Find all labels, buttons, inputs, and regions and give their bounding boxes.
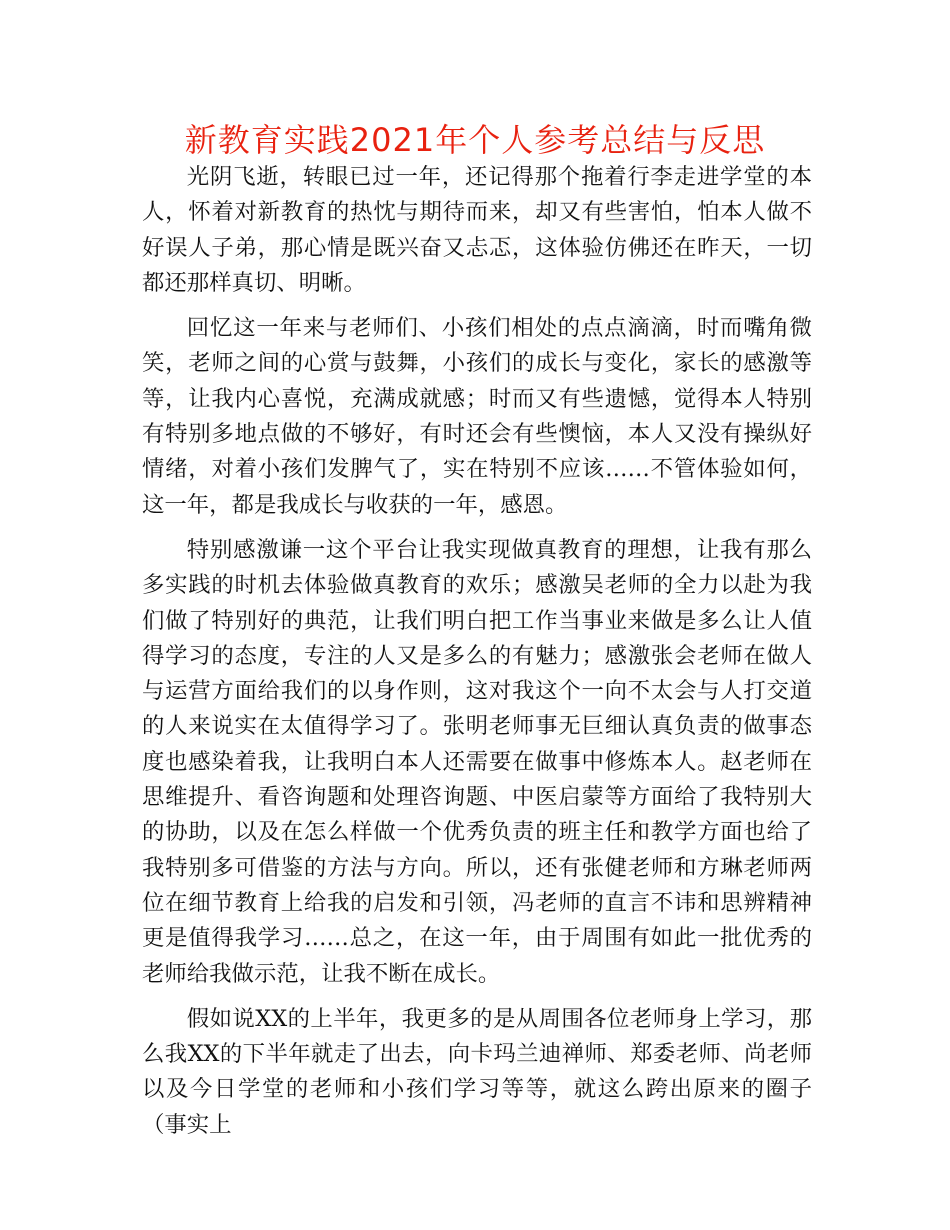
document-title: 新教育实践2021年个人参考总结与反思 [184,121,766,159]
paragraph-2: 回忆这一年来与老师们、小孩们相处的点点滴滴，时而嘴角微笑，老师之间的心赏与鼓舞，小孩们的成长与变化，家长的感激等等，让我内心喜悦，充满成就感；时而又有些遗憾，觉得本人特别有特别多地点做的不够好，有时还会有些懊恼，本人又没有操纵好情绪，对着小孩们发脾气了，实在特别不应该……不管体验如何，这一年，都是我成长与收获的一年，感恩。 [142,315,812,518]
document-body [142,160,812,1153]
paragraph-3: 特别感激谦一这个平台让我实现做真教育的理想，让我有那么多实践的时机去体验做真教育的欢乐；感激吴老师的全力以赴为我们做了特别好的典范，让我们明白把工作当事业来做是多么让人值得学习的态度，专注的人又是多么的有魅力；感激张会老师在做人与运营方面给我们的以身作则，这对我这个一向不太会与人打交道的人来说实在太值得学习了。张明老师事无巨细认真负责的做事态度也感染着我，让我明白本人还需要在做事中修炼本人。赵老师在思维提升、看咨询题和处理咨询题、中医启蒙等方面给了我特别大的协助，以及在怎么样做一个优秀负责的班主任和教学方面也给了我特别多可借鉴的方法与方向。所以，还有张健老师和方琳老师两位在细节教育上给我的启发和引领，冯老师的直言不讳和思辨精神更是值得我学习……总之，在这一年，由于周围有如此一批优秀的老师给我做示范，让我不断在成长。 [142,536,812,987]
paragraph-1: 光阴飞逝，转眼已过一年，还记得那个拖着行李走进学堂的本人，怀着对新教育的热忱与期待而来，却又有些害怕，怕本人做不好误人子弟，那心情是既兴奋又忐忑，这体验仿佛还在昨天，一切都还那样真切、明晰。 [142,164,812,296]
paragraph-4: 假如说XX的上半年，我更多的是从周围各位老师身上学习，那么我XX的下半年就走了出去，向卡玛兰迪禅师、郑委老师、尚老师以及今日学堂的老师和小孩们学习等等，就这么跨出原来的圈子（事实上 [142,1005,812,1138]
